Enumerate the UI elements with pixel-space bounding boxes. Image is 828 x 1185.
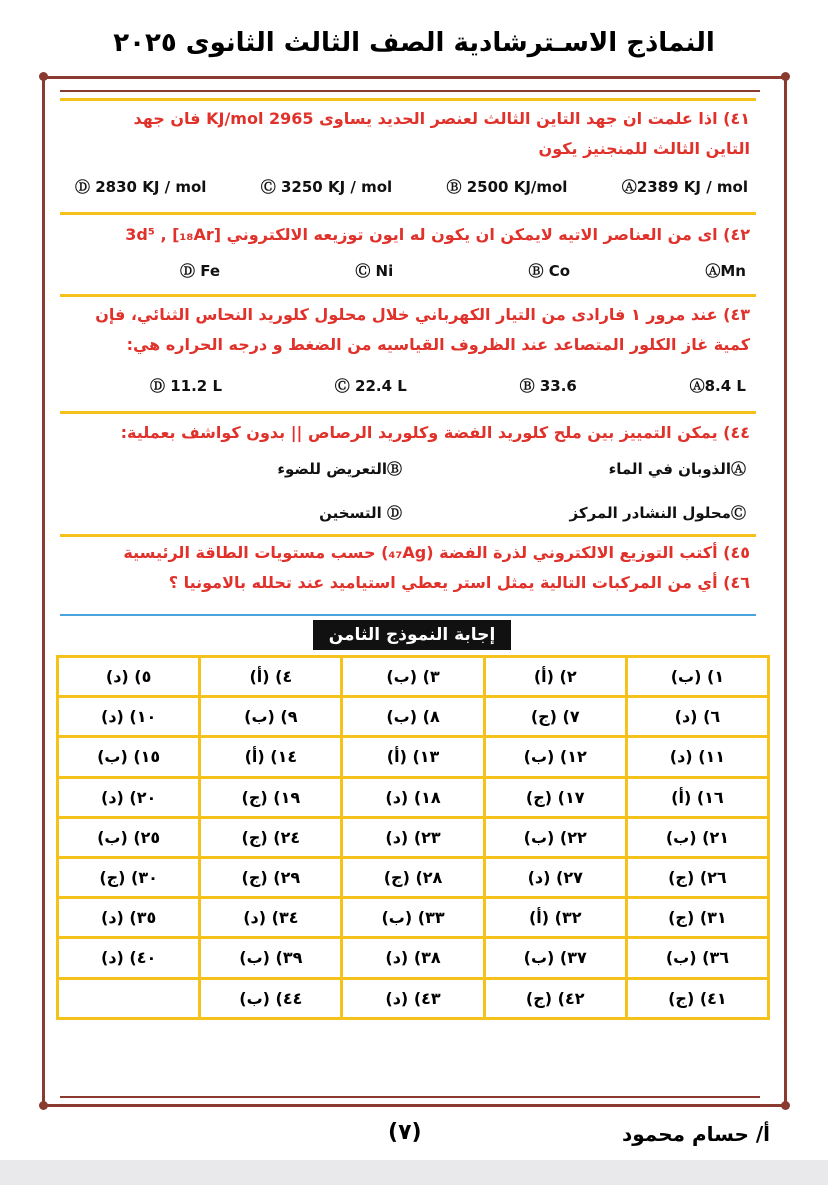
question-42	[70, 220, 750, 250]
answers-table	[56, 655, 770, 1020]
answer-cell: ٩) (ب)	[200, 697, 342, 737]
answers-separator	[60, 614, 756, 616]
page-title: النماذج الاسـترشادية الصف الثالث الثانوى ٢٠٢٥	[113, 28, 715, 58]
answer-cell: ١٨) (د)	[342, 777, 484, 817]
answer-cell: ٢١) (ب)	[626, 817, 768, 857]
table-row	[58, 777, 769, 817]
answer-cell: ١٧) (ج)	[484, 777, 626, 817]
frame-left-border	[42, 76, 45, 1107]
frame-top-border	[42, 76, 787, 79]
answer-cell: ٢٥) (ب)	[58, 817, 200, 857]
option-b[interactable]: Ⓑ 33.6	[519, 377, 577, 395]
answer-cell: ٢٠) (د)	[58, 777, 200, 817]
corner-dot	[39, 1101, 48, 1110]
answer-cell: ١٣) (أ)	[342, 737, 484, 777]
option-c[interactable]: Ⓒ Ni	[355, 262, 394, 280]
answer-cell: ٣٤) (د)	[200, 898, 342, 938]
answer-cell: ٢٧) (د)	[484, 857, 626, 897]
option-d[interactable]: Ⓓ Fe	[180, 262, 221, 280]
corner-dot	[781, 1101, 790, 1110]
author-name: أ/ حسام محمود	[622, 1122, 771, 1146]
answer-cell: ١٩) (ج)	[200, 777, 342, 817]
options-row	[150, 375, 746, 396]
answer-cell: ٣٩) (ب)	[200, 938, 342, 978]
question-45-46	[70, 538, 750, 598]
question-43	[70, 300, 750, 360]
frame-right-border	[784, 76, 787, 1107]
answer-cell: ٢٤) (ج)	[200, 817, 342, 857]
frame-bottom-inner-line	[60, 1096, 760, 1098]
page-number: (٧)	[388, 1120, 422, 1145]
answer-cell: ١) (ب)	[626, 657, 768, 697]
options-row	[75, 176, 748, 197]
answer-cell: ٣١) (ج)	[626, 898, 768, 938]
question-separator	[60, 411, 756, 414]
options-row	[180, 260, 746, 281]
question-separator	[60, 294, 756, 297]
question-text: كمية غاز الكلور المتصاعد عند الظروف القياسيه من الضغط و درجه الحراره هي:	[126, 335, 750, 354]
answer-cell: ٣٥) (د)	[58, 898, 200, 938]
answer-cell	[58, 978, 200, 1018]
question-separator	[60, 98, 756, 101]
table-row	[58, 978, 769, 1018]
corner-dot	[781, 72, 790, 81]
question-41	[70, 104, 750, 164]
answer-cell: ٢٨) (ج)	[342, 857, 484, 897]
answer-cell: ٢٣) (د)	[342, 817, 484, 857]
answer-cell: ٣) (ب)	[342, 657, 484, 697]
question-text: ٤١) اذا علمت ان جهد التاين الثالث لعنصر الحديد يساوى 2965 KJ/mol فان جهد	[133, 109, 750, 128]
table-row	[58, 737, 769, 777]
answer-cell: ٧) (ج)	[484, 697, 626, 737]
bottom-strip	[0, 1160, 828, 1185]
answer-cell: ١٢) (ب)	[484, 737, 626, 777]
answer-cell: ١٠) (د)	[58, 697, 200, 737]
answer-cell: ١٥) (ب)	[58, 737, 200, 777]
option-b[interactable]: Ⓑ 2500 KJ/mol	[446, 178, 568, 196]
question-separator	[60, 212, 756, 215]
question-text: ٤٣) عند مرور ١ فارادى من التيار الكهرباني خلال محلول كلوريد النحاس الثنائي، فإن	[95, 305, 750, 324]
answer-cell: ٤٤) (ب)	[200, 978, 342, 1018]
question-text: التاين الثالث للمنجنيز يكون	[538, 139, 750, 158]
answer-cell: ٣٨) (د)	[342, 938, 484, 978]
answer-cell: ٣٢) (أ)	[484, 898, 626, 938]
question-text: ٤٦) أي من المركبات التالية يمثل استر يعطي استياميد عند تحلله بالامونيا ؟	[168, 573, 750, 592]
question-text: ٤٥) أكتب التوزيع الالكتروني لذرة الفضة (₄₇Ag) حسب مستويات الطاقة الرئيسية	[123, 543, 750, 562]
option-a[interactable]: Ⓐ2389 KJ / mol	[621, 178, 748, 196]
question-separator	[60, 534, 756, 537]
option-a[interactable]: ⒶMn	[705, 262, 746, 280]
option-a[interactable]: Ⓐالذوبان في الماء	[608, 460, 746, 478]
option-d[interactable]: Ⓓ 2830 KJ / mol	[75, 178, 207, 196]
table-row	[58, 898, 769, 938]
option-c[interactable]: Ⓒمحلول النشادر المركز	[569, 504, 746, 522]
answer-cell: ٢٩) (ج)	[200, 857, 342, 897]
frame-top-inner-line	[60, 90, 760, 92]
answer-cell: ٣٦) (ب)	[626, 938, 768, 978]
answer-cell: ٨) (ب)	[342, 697, 484, 737]
corner-dot	[39, 72, 48, 81]
option-c[interactable]: Ⓒ 3250 KJ / mol	[260, 178, 393, 196]
answer-cell: ٤٣) (د)	[342, 978, 484, 1018]
option-d[interactable]: Ⓓ التسخين	[319, 504, 402, 522]
answer-cell: ٤) (أ)	[200, 657, 342, 697]
table-row	[58, 697, 769, 737]
answer-cell: ٦) (د)	[626, 697, 768, 737]
answer-cell: ٢) (أ)	[484, 657, 626, 697]
answers-title: إجابة النموذج الثامن	[313, 620, 511, 650]
answer-cell: ١١) (د)	[626, 737, 768, 777]
question-text: ٤٢) اى من العناصر الاتيه لايمكن ان يكون له ايون توزيعه الالكتروني 3d⁵ , [₁₈Ar]	[125, 225, 750, 244]
option-b[interactable]: Ⓑالتعريض للضوء	[277, 460, 402, 478]
answer-cell: ١٤) (أ)	[200, 737, 342, 777]
frame-bottom-border	[42, 1104, 787, 1107]
table-row	[58, 657, 769, 697]
question-text: ٤٤) يمكن التمييز بين ملح كلوريد الفضة وكلوريد الرصاص || بدون كواشف بعملية:	[120, 423, 750, 442]
answer-cell: ٣٠) (ج)	[58, 857, 200, 897]
answer-cell: ٣٣) (ب)	[342, 898, 484, 938]
answer-cell: ٤٢) (ج)	[484, 978, 626, 1018]
table-row	[58, 817, 769, 857]
answer-cell: ٤٠) (د)	[58, 938, 200, 978]
table-row	[58, 857, 769, 897]
table-row	[58, 938, 769, 978]
option-c[interactable]: Ⓒ 22.4 L	[334, 377, 407, 395]
answer-cell: ٥) (د)	[58, 657, 200, 697]
option-d[interactable]: Ⓓ 11.2 L	[150, 377, 223, 395]
answer-cell: ١٦) (أ)	[626, 777, 768, 817]
answer-cell: ٤١) (ج)	[626, 978, 768, 1018]
answer-cell: ٣٧) (ب)	[484, 938, 626, 978]
option-a[interactable]: Ⓐ8.4 L	[689, 377, 746, 395]
option-b[interactable]: Ⓑ Co	[528, 262, 571, 280]
answer-cell: ٢٦) (ج)	[626, 857, 768, 897]
question-44	[70, 418, 750, 448]
answer-cell: ٢٢) (ب)	[484, 817, 626, 857]
